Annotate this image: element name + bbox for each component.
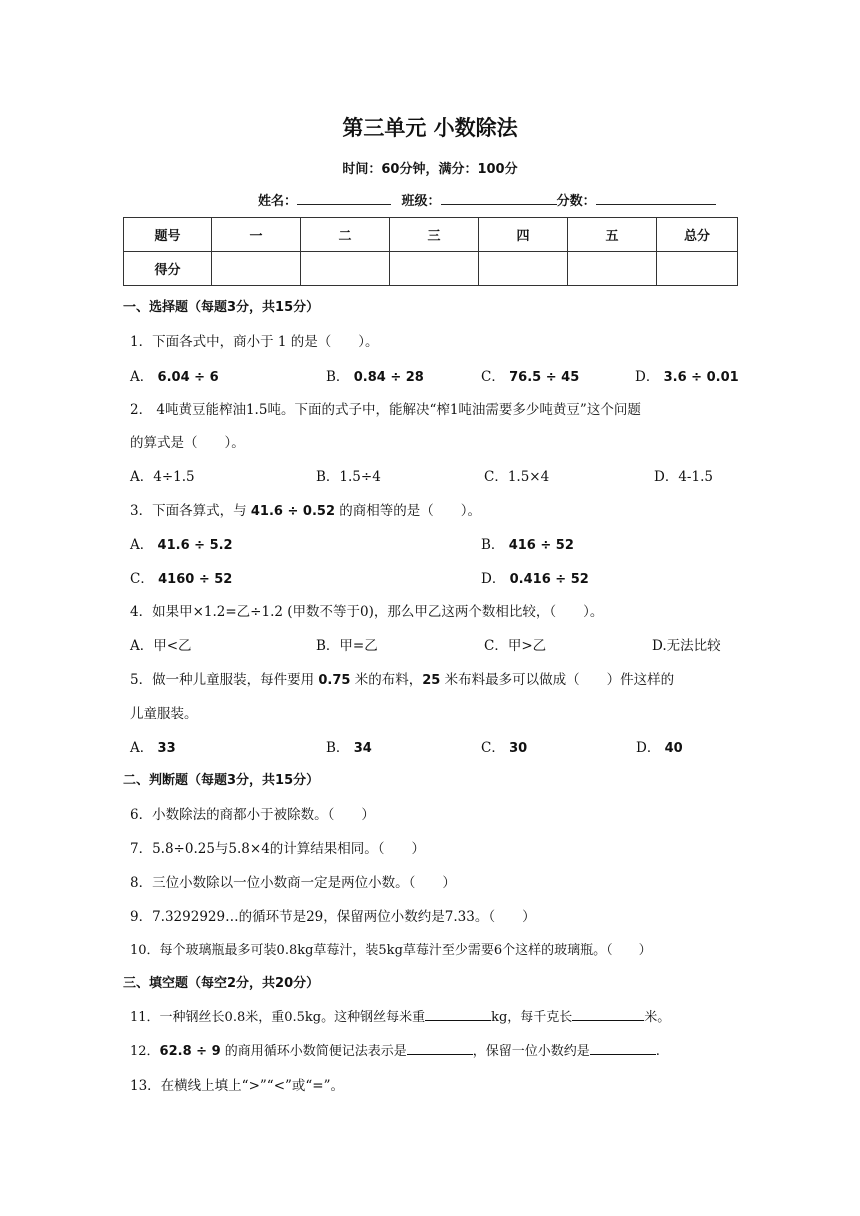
option-value: 6.04 ÷ 6 — [157, 370, 219, 385]
score-cell[interactable] — [657, 252, 738, 286]
question-text: 3．下面各算式，与 — [130, 503, 251, 519]
question-text: 米的布料， — [350, 672, 423, 688]
answer-blank[interactable] — [572, 1006, 644, 1021]
score-table — [123, 217, 738, 286]
question-text: 米。 — [644, 1010, 671, 1025]
option-label: B． — [326, 740, 350, 756]
q2-option-a[interactable]: A．4÷1.5 — [130, 469, 195, 485]
question-text: 12． — [130, 1044, 160, 1059]
q4-option-c[interactable]: C．甲>乙 — [484, 638, 547, 654]
question-2-line-2: 的算式是（ ）。 — [130, 435, 245, 451]
question-text: 的商用循环小数简便记法表示是 — [220, 1044, 407, 1059]
score-row-label: 得分 — [124, 252, 212, 286]
section-heading: 二、判断题（每题3分，共15分） — [123, 773, 320, 788]
name-blank[interactable] — [297, 190, 391, 205]
option-value: 33 — [157, 741, 176, 756]
option-label: B． — [481, 537, 505, 553]
score-table-row — [124, 252, 738, 286]
option-label: B． — [326, 369, 350, 385]
option-label: A． — [130, 740, 154, 756]
option-label: C． — [481, 369, 505, 385]
q4-option-a[interactable]: A．甲<乙 — [130, 638, 192, 654]
class-label: 班级： — [401, 194, 441, 209]
question-1: 1．下面各式中，商小于 1 的是（ ）。 — [130, 334, 379, 350]
question-text: 11．一种钢丝长0.8米，重0.5kg。这种钢丝每米重 — [130, 1010, 426, 1025]
q3-option-a[interactable] — [130, 533, 233, 553]
question-2-line-1: 2． 4吨黄豆能榨油1.5吨。下面的式子中，能解决“榨1吨油需要多少吨黄豆”这个问题 — [130, 402, 641, 418]
option-value: 40 — [664, 741, 683, 756]
name-label: 姓名： — [258, 194, 298, 209]
score-cell[interactable] — [568, 252, 657, 286]
question-3 — [130, 499, 481, 519]
q5-option-b[interactable] — [326, 736, 372, 756]
option-value: 30 — [509, 741, 528, 756]
question-12 — [130, 1040, 660, 1059]
q2-option-b[interactable]: B．1.5÷4 — [316, 469, 381, 485]
option-value: 0.416 ÷ 52 — [509, 572, 589, 587]
q3-option-c[interactable] — [130, 567, 232, 587]
class-blank[interactable] — [441, 190, 557, 205]
score-cell[interactable] — [212, 252, 301, 286]
question-text: . — [655, 1044, 660, 1059]
question-8: 8．三位小数除以一位小数商一定是两位小数。（ ） — [130, 875, 456, 891]
option-label: D． — [481, 571, 506, 587]
section-heading: 三、填空题（每空2分，共20分） — [123, 976, 320, 991]
score-blank[interactable] — [596, 190, 716, 205]
question-5-line-1 — [130, 668, 674, 688]
page-subtitle: 时间：60分钟，满分：100分 — [342, 162, 518, 177]
option-label: C． — [130, 571, 154, 587]
question-text: 5．做一种儿童服装，每件要用 — [130, 672, 319, 688]
score-table-header: 总分 — [657, 218, 738, 252]
q3-option-d[interactable] — [481, 567, 589, 587]
option-value: 34 — [353, 741, 372, 756]
q1-option-a[interactable] — [130, 365, 219, 385]
q1-option-b[interactable] — [326, 365, 424, 385]
score-label: 分数： — [556, 194, 596, 209]
question-text: 米布料最多可以做成（ ）件这样的 — [440, 672, 675, 688]
answer-blank[interactable] — [425, 1006, 491, 1021]
question-text: kg，每千克长 — [491, 1010, 573, 1025]
score-table-header: 四 — [479, 218, 568, 252]
score-table-header: 三 — [390, 218, 479, 252]
q2-option-c[interactable]: C．1.5×4 — [484, 469, 550, 485]
question-text: 的商相等的是（ ）。 — [334, 503, 482, 519]
score-cell[interactable] — [390, 252, 479, 286]
student-info-line — [258, 190, 728, 209]
q4-option-b[interactable]: B．甲=乙 — [316, 638, 378, 654]
score-table-header: 题号 — [124, 218, 212, 252]
question-7: 7．5.8÷0.25与5.8×4的计算结果相同。（ ） — [130, 841, 426, 857]
q5-option-d[interactable] — [636, 736, 683, 756]
option-value: 3.6 ÷ 0.01 — [663, 370, 739, 385]
score-cell[interactable] — [479, 252, 568, 286]
section-heading: 一、选择题（每题3分，共15分） — [123, 300, 320, 315]
q2-option-d[interactable]: D．4-1.5 — [654, 469, 713, 485]
question-expression: 62.8 ÷ 9 — [159, 1044, 221, 1059]
question-number: 25 — [422, 673, 441, 688]
q1-option-d[interactable] — [635, 365, 739, 385]
question-9: 9．7.3292929…的循环节是29，保留两位小数约是7.33。（ ） — [130, 909, 536, 925]
option-label: D． — [635, 369, 660, 385]
question-4: 4．如果甲×1.2=乙÷1.2 (甲数不等于0)，那么甲乙这两个数相比较，（ ）。 — [130, 604, 604, 620]
score-table-header: 一 — [212, 218, 301, 252]
option-label: D． — [636, 740, 661, 756]
question-11 — [130, 1006, 670, 1025]
option-value: 416 ÷ 52 — [508, 538, 574, 553]
score-table-header-row — [124, 218, 738, 252]
q4-option-d[interactable]: D.无法比较 — [652, 638, 721, 654]
question-5-line-2: 儿童服装。 — [130, 706, 198, 722]
question-expression: 41.6 ÷ 0.52 — [250, 504, 335, 519]
option-value: 0.84 ÷ 28 — [353, 370, 424, 385]
question-6: 6．小数除法的商都小于被除数。（ ） — [130, 807, 375, 823]
option-label: C． — [481, 740, 505, 756]
question-13: 13．在横线上填上“>”“<”或“=”。 — [130, 1078, 345, 1094]
option-value: 76.5 ÷ 45 — [509, 370, 580, 385]
score-table-header: 五 — [568, 218, 657, 252]
q5-option-a[interactable] — [130, 736, 176, 756]
q5-option-c[interactable] — [481, 736, 527, 756]
q3-option-b[interactable] — [481, 533, 574, 553]
option-value: 4160 ÷ 52 — [158, 572, 233, 587]
option-label: A． — [130, 537, 154, 553]
question-text: ，保留一位小数约是 — [472, 1044, 590, 1059]
answer-blank[interactable] — [590, 1040, 656, 1055]
question-10: 10．每个玻璃瓶最多可装0.8kg草莓汁，装5kg草莓汁至少需要6个这样的玻璃瓶。（ ） — [130, 943, 652, 958]
page-title: 第三单元 小数除法 — [342, 116, 518, 140]
score-table-header: 二 — [301, 218, 390, 252]
q1-option-c[interactable] — [481, 365, 579, 385]
option-value: 41.6 ÷ 5.2 — [157, 538, 233, 553]
score-cell[interactable] — [301, 252, 390, 286]
answer-blank[interactable] — [407, 1040, 473, 1055]
option-label: A． — [130, 369, 154, 385]
question-number: 0.75 — [318, 673, 351, 688]
